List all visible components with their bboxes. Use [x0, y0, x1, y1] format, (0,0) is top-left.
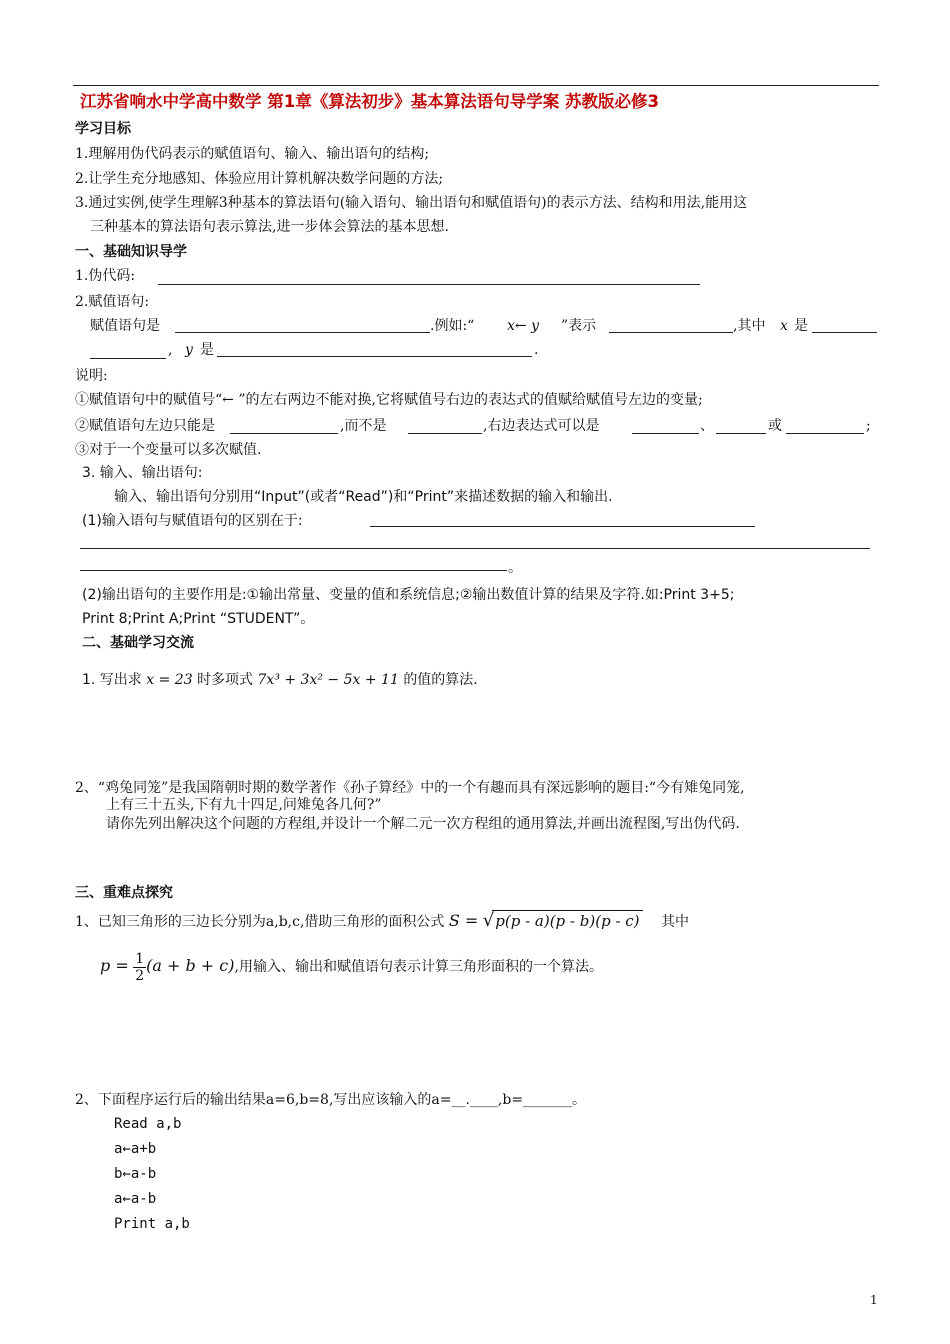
problem-2-1-x: x = 23 [146, 672, 193, 688]
goal-item-2: 2.让学生充分地感知、体验应用计算机解决数学问题的方法; [75, 171, 444, 187]
problem-3-1-text-c: ,用输入、输出和赋值语句表示计算三角形面积的一个算法。 [234, 959, 603, 975]
problem-2-2-line1: 2、“鸡兔同笼”是我国隋朝时期的数学著作《孙子算经》中的一个有趣而具有深远影响的题目:“今有雉兔同笼, [75, 780, 745, 796]
heron-radicand: p(p - a)(p - b)(p - c) [492, 910, 642, 931]
note-2-blank-3 [632, 433, 699, 434]
problem-2-1 [82, 670, 478, 690]
problem-2-1-text-a: 1. 写出求 [82, 672, 142, 688]
var-p: p = [100, 956, 129, 975]
note-2c: ,右边表达式可以是 [483, 418, 600, 434]
io-q2-cont: Print 8;Print A;Print “STUDENT”。 [82, 611, 315, 627]
io-desc: 输入、输出语句分别用“Input”(或者“Read”)和“Print”来描述数据的输入和输出. [114, 489, 613, 505]
area-S: S = [448, 911, 479, 930]
section2-heading: 二、基础学习交流 [82, 635, 194, 651]
note-2e: 或 [768, 418, 782, 434]
code-line-1: Read a,b [114, 1116, 182, 1132]
var-y-blank [217, 356, 532, 357]
io-q1-blank-2 [80, 548, 870, 549]
problem-2-2-line2: 上有三十五头,下有九十四足,问雉兔各几何?” [106, 797, 382, 813]
pseudocode-blank [158, 284, 700, 285]
var-x: x [780, 318, 788, 334]
code-line-4: a←a-b [114, 1191, 157, 1207]
assignment-def: 赋值语句是 [90, 318, 160, 334]
problem-2-1-poly: 7x³ + 3x² − 5x + 11 [257, 672, 399, 688]
goal-item-3-cont: 三种基本的算法语句表示算法,进一步体会算法的基本思想. [90, 219, 449, 235]
problem-3-1-where: 其中 [660, 914, 689, 930]
io-q1: (1)输入语句与赋值语句的区别在于: [82, 513, 303, 529]
io-heading: 3. 输入、输出语句: [82, 465, 203, 481]
io-q1-blank [370, 526, 755, 527]
sum-abc: (a + b + c) [146, 956, 235, 975]
note-3: ③对于一个变量可以多次赋值. [75, 442, 262, 458]
code-line-2: a←a+b [114, 1141, 157, 1157]
section1-heading: 一、基础知识导学 [75, 244, 187, 260]
problem-3-2: 2、下面程序运行后的输出结果a=6,b=8,写出应该输入的a=__.____,b=_______。 [75, 1092, 587, 1108]
problem-2-1-text-c: 的值的算法. [403, 672, 478, 688]
var-x-blank-cont [90, 358, 166, 359]
io-q1-end: 。 [508, 560, 522, 576]
note-2-blank-4 [716, 433, 766, 434]
var-x-is: 是 [794, 318, 808, 334]
pseudocode-label: 1.伪代码: [75, 268, 136, 284]
note-2-blank-1 [230, 433, 338, 434]
assignment-expr: x← y [507, 318, 539, 334]
problem-3-1: 1、已知三角形的三边长分别为a,b,c,借助三角形的面积公式 S = √p(p - a)(p - b)(p - c) 其中 [75, 910, 689, 931]
code-line-5: Print a,b [114, 1216, 190, 1232]
var-x-blank [812, 332, 877, 333]
assignment-def-blank [175, 332, 430, 333]
note-1: ①赋值语句中的赋值号“← ”的左右两边不能对换,它将赋值号右边的表达式的值赋给赋值号左边的变量; [75, 392, 703, 408]
io-q2: (2)输出语句的主要作用是:①输出常量、变量的值和系统信息;②输出数值计算的结果及字符.如:Print 3+5; [82, 587, 735, 603]
assignment-means-blank [609, 332, 733, 333]
problem-3-1-text-a: 1、已知三角形的三边长分别为a,b,c,借助三角形的面积公式 [75, 914, 445, 930]
note-2b: ,而不是 [340, 418, 387, 434]
frac-num: 1 [135, 950, 145, 967]
problem-2-2-line3: 请你先列出解决这个问题的方程组,并设计一个解二元一次方程组的通用算法,并画出流程图,写出伪代码. [106, 816, 740, 832]
assignment-means: ”表示 [561, 318, 597, 334]
var-y-end: . [534, 342, 539, 358]
section3-heading: 三、重难点探究 [75, 885, 173, 901]
assignment-label: 2.赋值语句: [75, 294, 150, 310]
assignment-where: ,其中 [733, 318, 766, 334]
goal-item-3: 3.通过实例,使学生理解3种基本的算法语句(输入语句、输出语句和赋值语句)的表示方法、结构和用法,能用这 [75, 195, 748, 211]
var-y-is: 是 [200, 342, 214, 358]
io-q1-blank-3 [80, 570, 507, 571]
frac-den: 2 [135, 967, 145, 984]
note-2-blank-2 [408, 433, 482, 434]
note-2f: ; [866, 418, 871, 434]
assignment-example: .例如:“ [430, 318, 475, 334]
goals-heading: 学习目标 [75, 121, 131, 137]
goal-item-1: 1.理解用伪代码表示的赋值语句、输入、输出语句的结构; [75, 146, 430, 162]
note-2d: 、 [700, 418, 714, 434]
problem-2-1-text-b: 时多项式 [197, 672, 254, 688]
page-title: 江苏省响水中学高中数学 第1章《算法初步》基本算法语句导学案 苏教版必修3 [80, 92, 659, 111]
note-label: 说明: [75, 368, 108, 384]
var-y: y [185, 342, 193, 358]
note-2-blank-5 [786, 433, 864, 434]
page-number: 1 [870, 1293, 878, 1307]
semi-perimeter [100, 946, 603, 987]
header-rule [73, 85, 879, 86]
code-line-3: b←a-b [114, 1166, 157, 1182]
note-2a: ②赋值语句左边只能是 [75, 418, 215, 434]
